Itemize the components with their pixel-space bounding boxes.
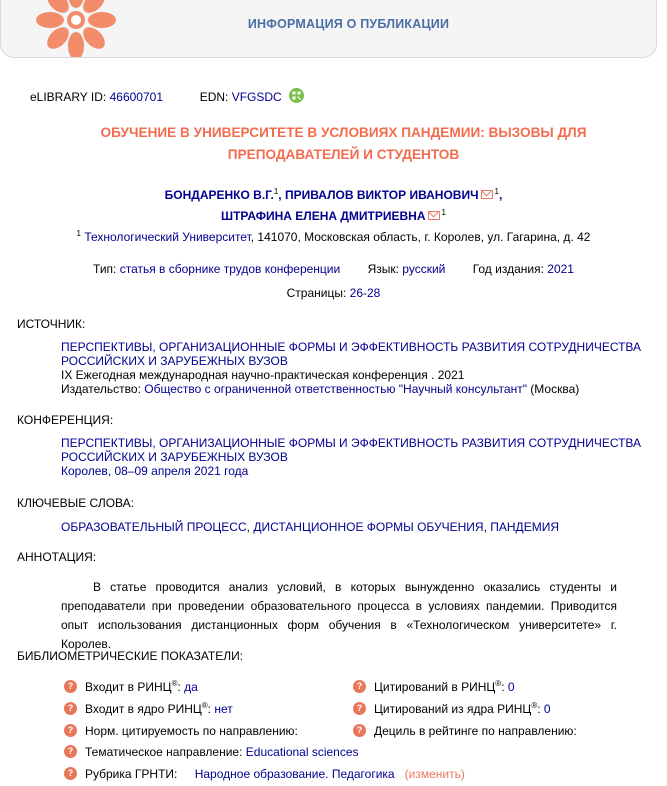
keyword-link[interactable]: ПАНДЕМИЯ <box>490 520 559 534</box>
help-icon[interactable]: ? <box>64 745 77 758</box>
help-icon[interactable]: ? <box>64 702 77 715</box>
source-section <box>61 340 641 396</box>
source-title-link[interactable] <box>61 340 641 368</box>
header-title: ИНФОРМАЦИЯ О ПУБЛИКАЦИИ <box>247 17 450 31</box>
metric-value: Educational sciences <box>245 745 359 759</box>
author-link[interactable]: БОНДАРЕНКО В.Г. <box>164 188 274 202</box>
author-affiliation-sup: 1 <box>494 187 499 196</box>
source-title-line-1: ПЕРСПЕКТИВЫ, ОРГАНИЗАЦИОННЫЕ ФОРМЫ И ЭФФЕКТИВНОСТЬ РАЗВИТИЯ СОТРУДНИЧЕСТВА <box>61 340 642 354</box>
metric-label: Дециль в рейтинге по направлению: <box>374 724 577 738</box>
metric-value: 0 <box>543 702 551 716</box>
registered-mark: ® <box>495 679 502 688</box>
pages-value: 26-28 <box>349 286 381 300</box>
qr-code-icon[interactable] <box>289 88 304 103</box>
article-title <box>40 122 647 166</box>
source-subtitle: IX Ежегодная международная научно-практическая конференция . 2021 <box>61 368 465 382</box>
affiliation-link[interactable]: Технологический Университет <box>84 230 251 244</box>
year-label: Год издания: <box>472 262 544 276</box>
edn-label: EDN: <box>199 90 229 104</box>
metric-cit-core: ? Цитирований из ядра РИНЦ®: 0 <box>353 701 551 716</box>
year-value: 2021 <box>547 262 574 276</box>
article-title-line-1: ОБУЧЕНИЕ В УНИВЕРСИТЕТЕ В УСЛОВИЯХ ПАНДЕМИИ: ВЫЗОВЫ ДЛЯ <box>100 125 587 140</box>
authors: БОНДАРЕНКО В.Г.$^1$, ПРИВАЛОВ ВИКТОР ИВАНОВИЧ $^1$, ШТРАФИНА ЕЛЕНА ДМИТРИЕВНА $^1$ <box>164 187 503 223</box>
keyword-link[interactable]: ДИСТАНЦИОННОЕ ФОРМЫ ОБУЧЕНИЯ <box>253 520 484 534</box>
language-value: русский <box>402 262 446 276</box>
pages-label: Страницы: <box>286 286 347 300</box>
author-link[interactable]: ШТРАФИНА ЕЛЕНА ДМИТРИЕВНА <box>221 209 426 223</box>
metric-label: Рубрика ГРНТИ: <box>85 767 178 781</box>
metric-value: нет <box>214 702 233 716</box>
metric-label: Норм. цитируемость по направлению: <box>85 724 298 738</box>
author-link[interactable]: ПРИВАЛОВ ВИКТОР ИВАНОВИЧ <box>284 188 479 202</box>
metric-cit-rinc: ? Цитирований в РИНЦ®: 0 <box>353 679 515 694</box>
registered-mark: ® <box>531 701 538 710</box>
metric-rinc-in: ? Входит в РИНЦ®: да <box>64 679 198 694</box>
type-label: Тип: <box>93 262 117 276</box>
annotation-label: АННОТАЦИЯ: <box>17 550 97 564</box>
type-value: статья в сборнике трудов конференции <box>119 262 341 276</box>
affiliation <box>0 229 667 244</box>
source-label: ИСТОЧНИК: <box>17 317 86 331</box>
language-label: Язык: <box>367 262 399 276</box>
metric-value: да <box>184 680 198 694</box>
metric-label: Входит в ядро РИНЦ <box>85 702 202 716</box>
metric-norm-citation <box>64 724 298 738</box>
annotation-text: В статье проводится анализ условий, в которых вынужденно оказались студенты и преподаватели при проведении образовательного процесса в условиях пандемии. Приводится опыт использования дистанционных форм обучения в «Технологическом университете» г. Королев. <box>61 580 617 651</box>
affiliation-address: , 141070, Московская область, г. Королев, ул. Гагарина, д. 42 <box>250 230 591 244</box>
keywords-list: ОБРАЗОВАТЕЛЬНЫЙ ПРОЦЕСС, ДИСТАНЦИОННОЕ ФОРМЫ ОБУЧЕНИЯ, ПАНДЕМИЯ <box>61 520 559 534</box>
help-icon[interactable]: ? <box>353 680 366 693</box>
conference-title-link[interactable] <box>61 436 641 464</box>
pages <box>0 286 667 300</box>
email-icon[interactable] <box>481 190 493 199</box>
metric-value: 0 <box>507 680 515 694</box>
conference-title-line-2: РОССИЙСКИХ И ЗАРУБЕЖНЫХ ВУЗОВ <box>61 450 288 464</box>
help-icon[interactable]: ? <box>353 724 366 737</box>
page-header <box>0 0 657 58</box>
edn-value: VFGSDC <box>231 90 282 104</box>
help-icon[interactable]: ? <box>353 702 366 715</box>
email-icon[interactable] <box>428 211 440 220</box>
registered-mark: ® <box>171 679 178 688</box>
help-icon[interactable]: ? <box>64 724 77 737</box>
metric-rinc-core: ? Входит в ядро РИНЦ®: нет <box>64 701 233 716</box>
grnti-link[interactable]: Народное образование. Педагогика <box>194 767 395 781</box>
publisher-link[interactable]: Общество с ограниченной ответственностью "Научный консультант" <box>144 382 527 396</box>
author-affiliation-sup: 1 <box>441 208 446 217</box>
conference-section <box>61 436 641 478</box>
publication-ids <box>30 90 304 104</box>
affiliation-sup: 1 <box>76 229 81 238</box>
publisher-label: Издательство: <box>61 382 141 396</box>
registered-mark: ® <box>201 701 208 710</box>
elibrary-id-label: eLIBRARY ID: <box>30 90 107 104</box>
keywords-label: КЛЮЧЕВЫЕ СЛОВА: <box>17 496 134 510</box>
biblio-label: БИБЛИОМЕТРИЧЕСКИЕ ПОКАЗАТЕЛИ: <box>17 649 244 663</box>
help-icon[interactable]: ? <box>64 767 77 780</box>
metric-topic <box>64 745 359 759</box>
author-affiliation-sup: 1 <box>273 187 279 196</box>
source-title-line-2: РОССИЙСКИХ И ЗАРУБЕЖНЫХ ВУЗОВ <box>61 354 288 368</box>
conference-title-line-1: ПЕРСПЕКТИВЫ, ОРГАНИЗАЦИОННЫЕ ФОРМЫ И ЭФФЕКТИВНОСТЬ РАЗВИТИЯ СОТРУДНИЧЕСТВА <box>61 436 642 450</box>
grnti-edit-link[interactable]: изменить <box>408 767 461 781</box>
help-icon[interactable]: ? <box>64 680 77 693</box>
article-title-line-2: ПРЕПОДАВАТЕЛЕЙ И СТУДЕНТОВ <box>227 147 460 162</box>
metric-label: Входит в РИНЦ <box>85 680 172 694</box>
metric-label: Тематическое направление: <box>85 745 243 759</box>
publication-meta <box>0 262 667 276</box>
keyword-link[interactable]: ОБРАЗОВАТЕЛЬНЫЙ ПРОЦЕСС <box>61 520 247 534</box>
conference-label: КОНФЕРЕНЦИЯ: <box>17 413 114 427</box>
publisher-city: (Москва) <box>530 382 580 396</box>
metric-label: Цитирований из ядра РИНЦ <box>374 702 532 716</box>
metric-decile <box>353 724 577 738</box>
metric-grnti: ? Рубрика ГРНТИ: Народное образование. Педагогика (изменить) <box>64 767 465 781</box>
metric-label: Цитирований в РИНЦ <box>374 680 496 694</box>
elibrary-id-value: 46600701 <box>109 90 163 104</box>
conference-place-date: Королев, 08–09 апреля 2021 года <box>61 464 249 478</box>
